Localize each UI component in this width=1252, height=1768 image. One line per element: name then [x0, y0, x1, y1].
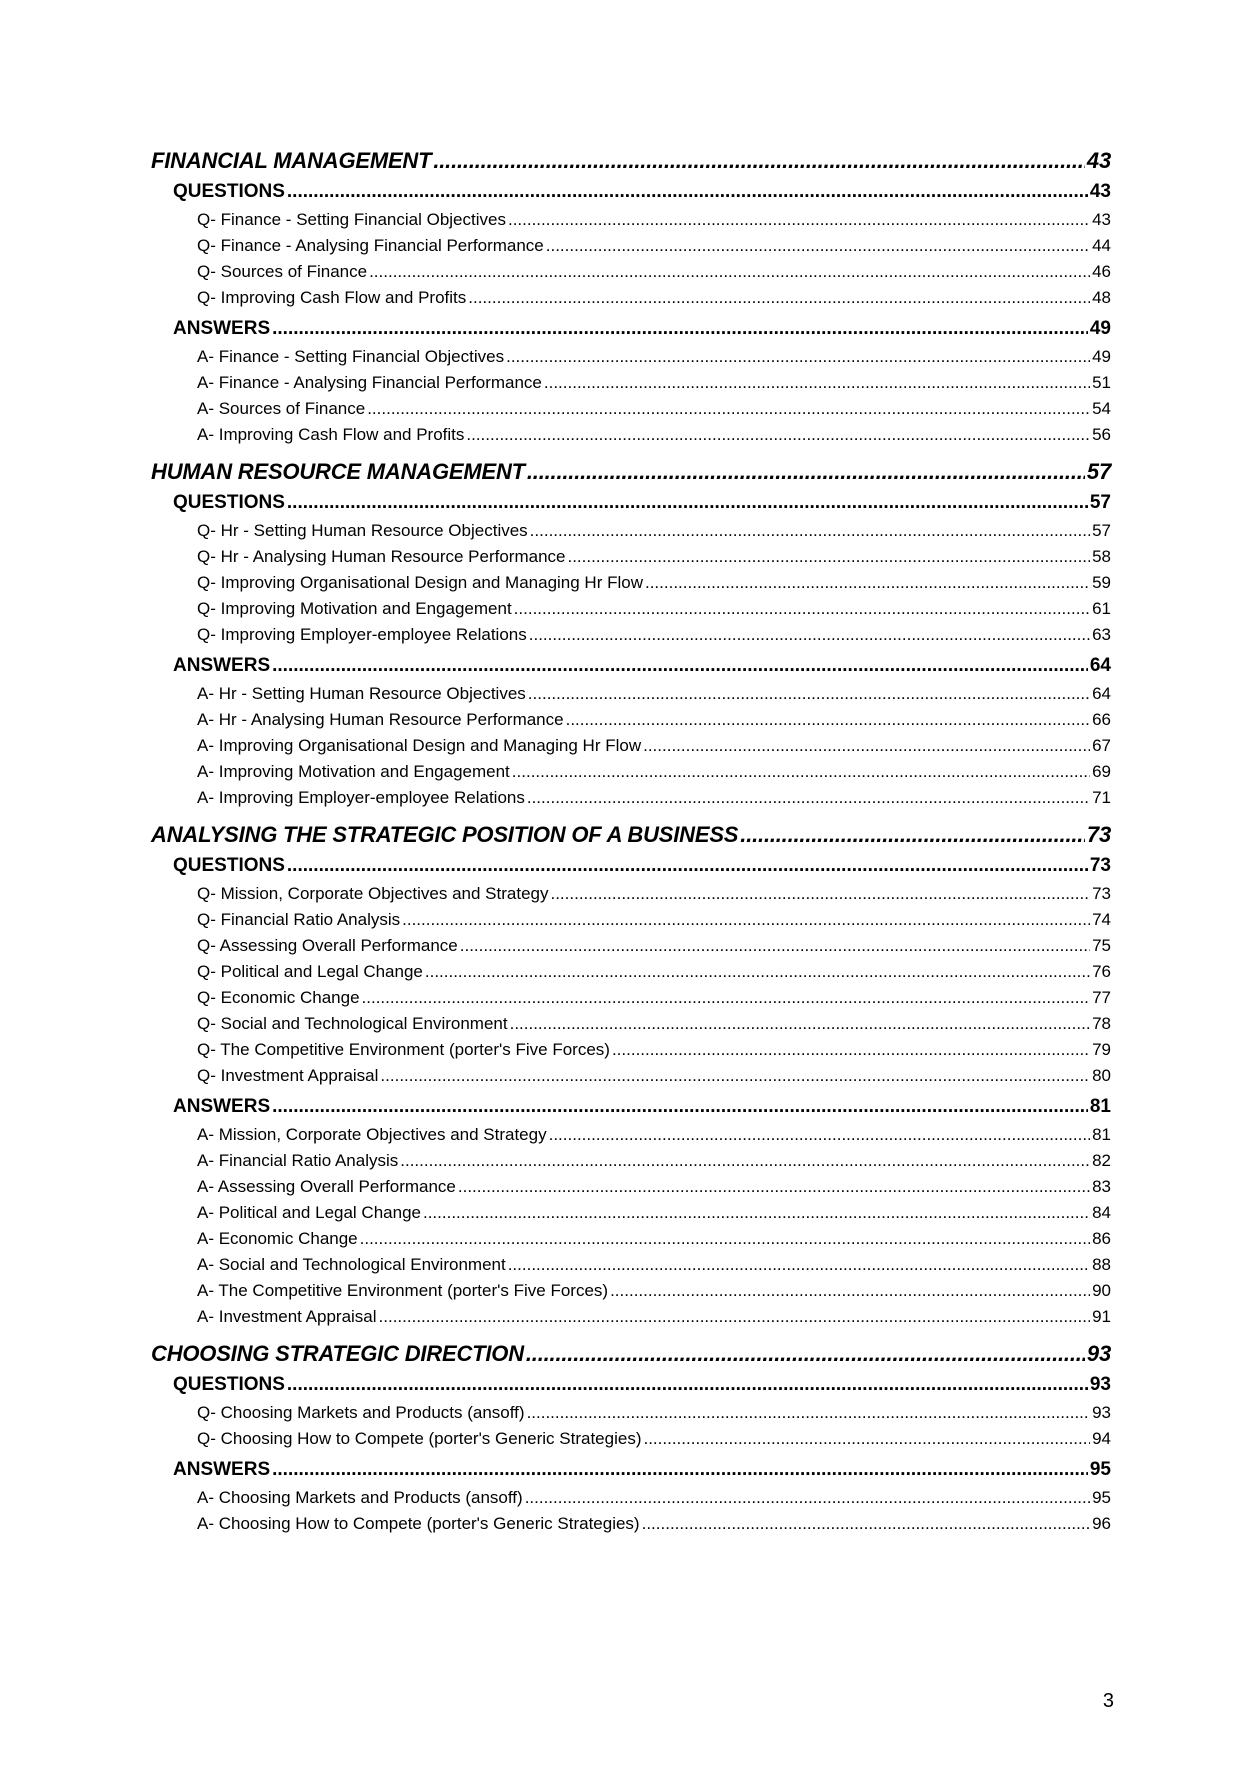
toc-entry-page: 91 [1092, 1307, 1111, 1326]
dot-leader [512, 762, 1090, 782]
toc-entry-page: 95 [1092, 1488, 1111, 1507]
toc-entry-page: 56 [1092, 425, 1111, 444]
dot-leader [567, 547, 1090, 567]
toc-entry[interactable] [151, 236, 1111, 262]
dot-leader [425, 962, 1090, 982]
toc-section-heading[interactable] [151, 459, 1111, 492]
dot-leader [423, 1203, 1090, 1223]
toc-entry-title: A- Assessing Overall Performance [197, 1177, 456, 1196]
dot-leader [360, 1229, 1090, 1249]
dot-leader [514, 599, 1090, 619]
toc-group-heading[interactable] [151, 181, 1111, 210]
dot-leader [468, 288, 1090, 308]
dot-leader [287, 492, 1088, 514]
toc-entry-page: 94 [1092, 1429, 1111, 1448]
toc-entry-title: Q- The Competitive Environment (porter's Five Forces) [197, 1040, 610, 1059]
toc-entry[interactable] [151, 1203, 1111, 1229]
toc-entry-title: A- Sources of Finance [197, 399, 366, 418]
toc-entry[interactable] [151, 936, 1111, 962]
toc-entry-title: A- Hr - Analysing Human Resource Performance [197, 710, 564, 729]
toc-group-heading-page: 81 [1089, 1096, 1111, 1117]
dot-leader [466, 425, 1090, 445]
toc-entry-page: 79 [1092, 1040, 1111, 1059]
toc-entry-title: A- Improving Employer-employee Relations [197, 788, 525, 807]
toc-section-heading-title: CHOOSING STRATEGIC DIRECTION [151, 1341, 524, 1366]
toc-entry[interactable] [151, 1040, 1111, 1066]
toc-entry[interactable] [151, 1514, 1111, 1540]
toc-entry-title: Q- Investment Appraisal [197, 1066, 379, 1085]
toc-entry[interactable] [151, 625, 1111, 651]
toc-section-heading[interactable] [151, 822, 1111, 855]
toc-entry[interactable] [151, 521, 1111, 547]
dot-leader [402, 910, 1090, 930]
table-of-contents [151, 148, 1111, 1540]
toc-entry[interactable] [151, 1014, 1111, 1040]
toc-entry-title: A- The Competitive Environment (porter's Five Forces) [197, 1281, 609, 1300]
toc-entry[interactable] [151, 288, 1111, 314]
toc-section-heading[interactable] [151, 148, 1111, 181]
toc-entry[interactable] [151, 599, 1111, 625]
toc-section-heading-title: HUMAN RESOURCE MANAGEMENT [151, 459, 525, 484]
toc-entry[interactable] [151, 736, 1111, 762]
toc-entry[interactable] [151, 347, 1111, 373]
toc-entry[interactable] [151, 1151, 1111, 1177]
toc-entry-title: A- Choosing How to Compete (porter's Generic Strategies) [197, 1514, 640, 1533]
dot-leader [272, 318, 1088, 340]
toc-entry-page: 80 [1092, 1066, 1111, 1085]
toc-section-heading-page: 73 [1086, 822, 1111, 847]
toc-group-heading-page: 95 [1089, 1459, 1111, 1480]
toc-entry-page: 67 [1092, 736, 1111, 755]
toc-entry-title: A- Improving Organisational Design and Managing Hr Flow [197, 736, 642, 755]
toc-entry-page: 57 [1092, 521, 1111, 540]
toc-group-heading-title: ANSWERS [173, 1459, 271, 1480]
toc-entry[interactable] [151, 399, 1111, 425]
toc-group-heading-page: 49 [1089, 318, 1111, 339]
toc-group-heading[interactable] [151, 855, 1111, 884]
toc-section-heading-page: 93 [1086, 1341, 1111, 1366]
toc-entry-page: 81 [1092, 1125, 1111, 1144]
dot-leader [272, 1459, 1088, 1481]
toc-entry[interactable] [151, 210, 1111, 236]
toc-entry-page: 69 [1092, 762, 1111, 781]
toc-entry-title: A- Improving Motivation and Engagement [197, 762, 510, 781]
toc-group-heading-page: 43 [1089, 181, 1111, 202]
dot-leader [287, 855, 1088, 877]
dot-leader [550, 884, 1090, 904]
toc-group-heading-title: QUESTIONS [173, 492, 285, 513]
toc-entry-title: Q- Improving Cash Flow and Profits [197, 288, 467, 307]
toc-entry-page: 46 [1092, 262, 1111, 281]
dot-leader [642, 1514, 1090, 1534]
toc-entry-page: 58 [1092, 547, 1111, 566]
dot-leader [526, 1341, 1085, 1367]
toc-entry[interactable] [151, 910, 1111, 936]
toc-entry-page: 82 [1092, 1151, 1111, 1170]
toc-entry-page: 96 [1092, 1514, 1111, 1533]
dot-leader [546, 236, 1090, 256]
dot-leader [369, 262, 1090, 282]
toc-entry-title: A- Hr - Setting Human Resource Objectives [197, 684, 526, 703]
dot-leader [433, 148, 1085, 174]
toc-entry[interactable] [151, 1488, 1111, 1514]
toc-entry-page: 48 [1092, 288, 1111, 307]
toc-group-heading-page: 73 [1089, 855, 1111, 876]
toc-entry-title: A- Improving Cash Flow and Profits [197, 425, 465, 444]
dot-leader [510, 1014, 1090, 1034]
toc-group-heading-title: ANSWERS [173, 318, 271, 339]
toc-entry-title: Q- Assessing Overall Performance [197, 936, 458, 955]
dot-leader [610, 1281, 1090, 1301]
toc-entry-page: 43 [1092, 210, 1111, 229]
toc-group-heading[interactable] [151, 318, 1111, 347]
dot-leader [643, 1429, 1090, 1449]
toc-entry-title: Q- Improving Employer-employee Relations [197, 625, 527, 644]
dot-leader [645, 573, 1090, 593]
toc-group-heading-page: 93 [1089, 1374, 1111, 1395]
toc-entry-page: 63 [1092, 625, 1111, 644]
dot-leader [612, 1040, 1090, 1060]
dot-leader [272, 1096, 1088, 1118]
toc-entry[interactable] [151, 884, 1111, 910]
toc-entry-page: 71 [1092, 788, 1111, 807]
toc-entry-title: A- Political and Legal Change [197, 1203, 421, 1222]
dot-leader [566, 710, 1090, 730]
toc-entry-page: 88 [1092, 1255, 1111, 1274]
toc-entry[interactable] [151, 547, 1111, 573]
toc-section-heading-page: 43 [1086, 148, 1111, 173]
toc-entry[interactable] [151, 573, 1111, 599]
toc-entry-page: 66 [1092, 710, 1111, 729]
toc-entry-page: 78 [1092, 1014, 1111, 1033]
toc-entry-title: Q- Economic Change [197, 988, 360, 1007]
dot-leader [508, 1255, 1090, 1275]
toc-entry[interactable] [151, 373, 1111, 399]
toc-group-heading[interactable] [151, 1096, 1111, 1125]
dot-leader [506, 347, 1090, 367]
toc-entry[interactable] [151, 1429, 1111, 1455]
toc-entry-title: Q- Mission, Corporate Objectives and Strategy [197, 884, 549, 903]
dot-leader [527, 1403, 1091, 1423]
dot-leader [400, 1151, 1090, 1171]
toc-group-heading[interactable] [151, 492, 1111, 521]
toc-entry-page: 54 [1092, 399, 1111, 418]
dot-leader [527, 788, 1090, 808]
toc-entry[interactable] [151, 425, 1111, 451]
toc-entry-page: 84 [1092, 1203, 1111, 1222]
toc-entry-title: Q- Choosing Markets and Products (ansoff) [197, 1403, 525, 1422]
page-number: 3 [1102, 1690, 1114, 1712]
toc-group-heading-title: ANSWERS [173, 1096, 271, 1117]
toc-entry[interactable] [151, 1307, 1111, 1333]
toc-entry-title: Q- Improving Organisational Design and Managing Hr Flow [197, 573, 643, 592]
toc-section-heading-page: 57 [1086, 459, 1111, 484]
toc-section-heading[interactable] [151, 1341, 1111, 1374]
dot-leader [528, 684, 1090, 704]
toc-entry[interactable] [151, 962, 1111, 988]
toc-entry[interactable] [151, 988, 1111, 1014]
toc-entry-page: 75 [1092, 936, 1111, 955]
toc-entry[interactable] [151, 262, 1111, 288]
toc-group-heading-title: QUESTIONS [173, 1374, 285, 1395]
toc-entry[interactable] [151, 684, 1111, 710]
dot-leader [362, 988, 1091, 1008]
toc-entry-title: A- Economic Change [197, 1229, 358, 1248]
toc-group-heading-page: 64 [1089, 655, 1111, 676]
toc-entry-page: 64 [1092, 684, 1111, 703]
toc-entry-title: Q- Finance - Analysing Financial Performance [197, 236, 544, 255]
toc-entry-title: Q- Financial Ratio Analysis [197, 910, 401, 929]
dot-leader [508, 210, 1090, 230]
dot-leader [287, 1374, 1088, 1396]
dot-leader [549, 1125, 1090, 1145]
toc-entry-title: Q- Sources of Finance [197, 262, 368, 281]
dot-leader [527, 459, 1085, 485]
toc-group-heading-title: QUESTIONS [173, 855, 285, 876]
toc-entry[interactable] [151, 788, 1111, 814]
toc-entry-page: 93 [1092, 1403, 1111, 1422]
toc-entry-title: A- Finance - Analysing Financial Performance [197, 373, 542, 392]
toc-entry[interactable] [151, 1229, 1111, 1255]
toc-section-heading-title: ANALYSING THE STRATEGIC POSITION OF A BUSINESS [151, 822, 739, 847]
toc-entry[interactable] [151, 710, 1111, 736]
toc-entry[interactable] [151, 1281, 1111, 1307]
dot-leader [544, 373, 1090, 393]
toc-entry-title: A- Choosing Markets and Products (ansoff) [197, 1488, 523, 1507]
toc-entry-page: 51 [1092, 373, 1111, 392]
toc-entry-page: 74 [1092, 910, 1111, 929]
toc-entry-page: 83 [1092, 1177, 1111, 1196]
dot-leader [272, 655, 1088, 677]
dot-leader [460, 936, 1090, 956]
toc-entry-title: Q- Hr - Setting Human Resource Objectives [197, 521, 528, 540]
toc-entry-title: A- Finance - Setting Financial Objectives [197, 347, 505, 366]
dot-leader [530, 521, 1090, 541]
toc-entry[interactable] [151, 1125, 1111, 1151]
toc-entry-title: A- Investment Appraisal [197, 1307, 377, 1326]
toc-entry-page: 76 [1092, 962, 1111, 981]
toc-entry-title: Q- Political and Legal Change [197, 962, 423, 981]
dot-leader [380, 1066, 1090, 1086]
dot-leader [379, 1307, 1091, 1327]
toc-group-heading[interactable] [151, 1459, 1111, 1488]
toc-entry-page: 86 [1092, 1229, 1111, 1248]
toc-group-heading[interactable] [151, 655, 1111, 684]
dot-leader [643, 736, 1090, 756]
toc-entry-title: A- Social and Technological Environment [197, 1255, 506, 1274]
dot-leader [529, 625, 1090, 645]
toc-entry-page: 61 [1092, 599, 1111, 618]
dot-leader [740, 822, 1085, 848]
toc-entry-title: Q- Choosing How to Compete (porter's Generic Strategies) [197, 1429, 642, 1448]
toc-entry-title: Q- Social and Technological Environment [197, 1014, 508, 1033]
toc-section-heading-title: FINANCIAL MANAGEMENT [151, 148, 432, 173]
dot-leader [458, 1177, 1090, 1197]
toc-entry-page: 59 [1092, 573, 1111, 592]
toc-entry-page: 77 [1092, 988, 1111, 1007]
toc-entry[interactable] [151, 1403, 1111, 1429]
toc-entry-page: 73 [1092, 884, 1111, 903]
toc-entry[interactable] [151, 762, 1111, 788]
toc-group-heading[interactable] [151, 1374, 1111, 1403]
toc-entry[interactable] [151, 1177, 1111, 1203]
toc-entry-page: 90 [1092, 1281, 1111, 1300]
toc-entry-title: Q- Hr - Analysing Human Resource Performance [197, 547, 566, 566]
toc-entry-title: Q- Improving Motivation and Engagement [197, 599, 512, 618]
toc-group-heading-title: QUESTIONS [173, 181, 285, 202]
toc-group-heading-page: 57 [1089, 492, 1111, 513]
toc-entry[interactable] [151, 1255, 1111, 1281]
toc-entry-title: A- Mission, Corporate Objectives and Strategy [197, 1125, 547, 1144]
dot-leader [287, 181, 1088, 203]
dot-leader [525, 1488, 1090, 1508]
toc-entry-page: 44 [1092, 236, 1111, 255]
toc-entry[interactable] [151, 1066, 1111, 1092]
dot-leader [367, 399, 1090, 419]
toc-entry-page: 49 [1092, 347, 1111, 366]
toc-group-heading-title: ANSWERS [173, 655, 271, 676]
toc-entry-title: Q- Finance - Setting Financial Objectives [197, 210, 506, 229]
toc-entry-title: A- Financial Ratio Analysis [197, 1151, 399, 1170]
